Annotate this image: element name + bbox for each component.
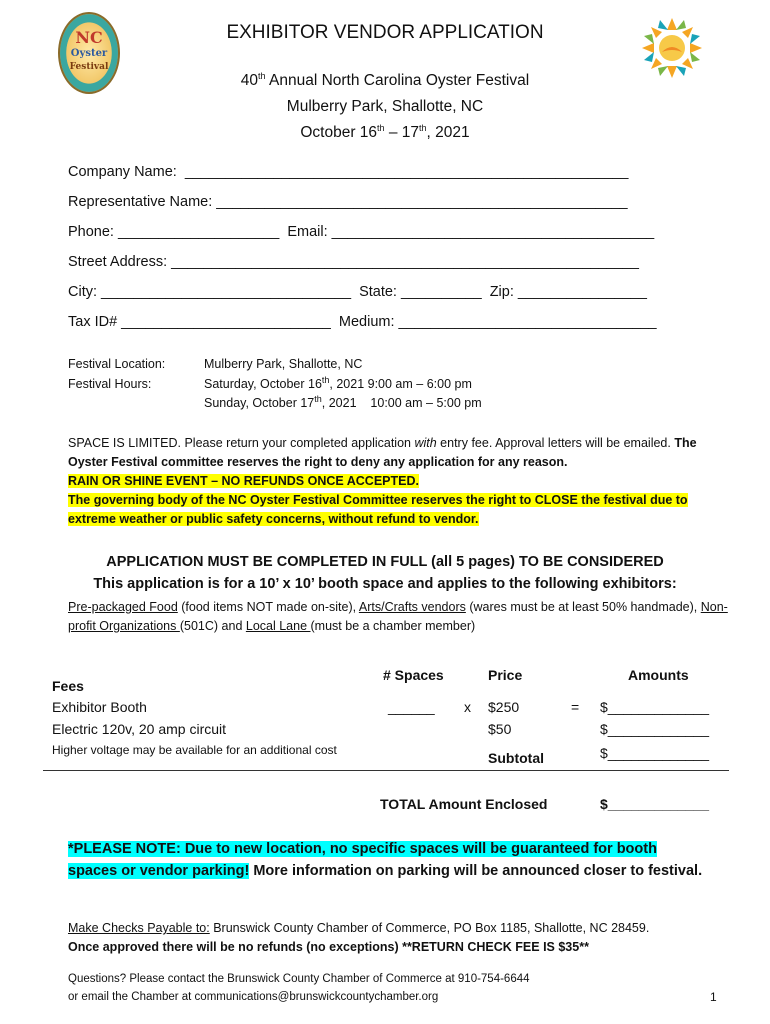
festival-location-label: Festival Location: [68,357,166,371]
total-amount-field[interactable]: $_____________ [600,796,710,812]
fees-label: Fees [52,678,84,694]
tax-id-medium-field[interactable]: Tax ID# __________________________ Medium: ________________________________ [68,314,657,330]
refund-policy: Once approved there will be no refunds (no exceptions) **RETURN CHECK FEE IS $35** [68,940,589,954]
please-note: *PLEASE NOTE: Due to new location, no specific spaces will be guaranteed for booth spaces or vendor parking! More information on parking will be announced closer to festival. [68,841,703,879]
higher-voltage-note: Higher voltage may be available for an additional cost [52,743,337,757]
festival-location-header: Mulberry Park, Shallotte, NC [286,98,484,115]
total-amount-label: TOTAL Amount Enclosed [380,796,548,812]
representative-name-field[interactable]: Representative Name: ___________________________________________________ [68,194,628,210]
electric-label: Electric 120v, 20 amp circuit [52,721,227,737]
festival-hours-label: Festival Hours: [68,377,152,391]
festival-name: 40th Annual North Carolina Oyster Festival [240,70,530,89]
spaces-column-header: # Spaces [383,667,444,683]
governing-body-notice: The governing body of the NC Oyster Festival Committee reserves the right to CLOSE the festival due to extreme weather or public safety concerns, without refund to vendor. [68,493,688,526]
logo-nc-text: NC [75,28,103,47]
logo-oyster-text: Oyster [70,48,108,59]
fees-divider [43,770,729,771]
festival-location-value: Mulberry Park, Shallotte, NC [204,357,363,371]
street-address-field[interactable]: Street Address: __________________________________________________________ [68,254,639,270]
payment-info: Make Checks Payable to: Brunswick County Chamber of Commerce, PO Box 1185, Shallotte, NC 28459. [68,921,650,935]
festival-hours-saturday: Saturday, October 16th, 2021 9:00 am – 6:00 pm [204,374,472,391]
notice-paragraph: SPACE IS LIMITED. Please return your completed application with entry fee. Approval letters will be emailed. The Oyster Festival committee reserves the right to deny any application for any reason. RAIN OR SHINE EVENT – NO REFUNDS ONCE ACCEPTED. The governing body of the NC Oyster Festival Committee reserves the right to CLOSE the festival due to extreme weather or public safety concerns, without refund to vendor. [68,436,697,526]
booth-spaces-input[interactable]: ______ [388,699,435,715]
subtotal-label: Subtotal [488,750,544,766]
rain-notice: RAIN OR SHINE EVENT – NO REFUNDS ONCE ACCEPTED. [68,474,419,488]
page-number: 1 [710,990,717,1004]
electric-price: $50 [488,721,512,737]
questions-line: Questions? Please contact the Brunswick County Chamber of Commerce at 910-754-6644 [68,973,530,985]
booth-amount-field[interactable]: $_____________ [600,699,710,715]
festival-hours-sunday: Sunday, October 17th, 2021 10:00 am – 5:00 pm [204,393,482,410]
subtotal-amount-field[interactable]: $_____________ [600,745,710,761]
logo-festival-text: Festival [69,62,109,72]
booth-heading: This application is for a 10’ x 10’ booth space and applies to the following exhibitors: [93,576,677,592]
festival-dates-header: October 16th – 17th, 2021 [300,122,470,141]
exhibitor-categories: Pre-packaged Food (food items NOT made on-site), Arts/Crafts vendors (wares must be at least 50% handmade), Non-profit Organizations (501C) and Local Lane (must be a chamber member) [68,600,728,633]
amounts-column-header: Amounts [628,667,689,683]
exhibitor-booth-label: Exhibitor Booth [52,699,147,715]
city-state-zip-field[interactable]: City: _______________________________ State: __________ Zip: ________________ [68,284,647,300]
application-heading: APPLICATION MUST BE COMPLETED IN FULL (all 5 pages) TO BE CONSIDERED [106,554,664,570]
equals-sign: = [571,699,580,715]
company-name-field[interactable]: Company Name: _______________________________________________________ [68,164,629,180]
email-line: or email the Chamber at communications@brunswickcountychamber.org [68,991,439,1003]
price-column-header: Price [488,667,523,683]
booth-price: $250 [488,699,520,715]
electric-amount-field[interactable]: $_____________ [600,721,710,737]
page-title: EXHIBITOR VENDOR APPLICATION [226,22,544,43]
phone-email-field[interactable]: Phone: ____________________ Email: ________________________________________ [68,224,655,240]
times-sign: x [464,699,471,715]
